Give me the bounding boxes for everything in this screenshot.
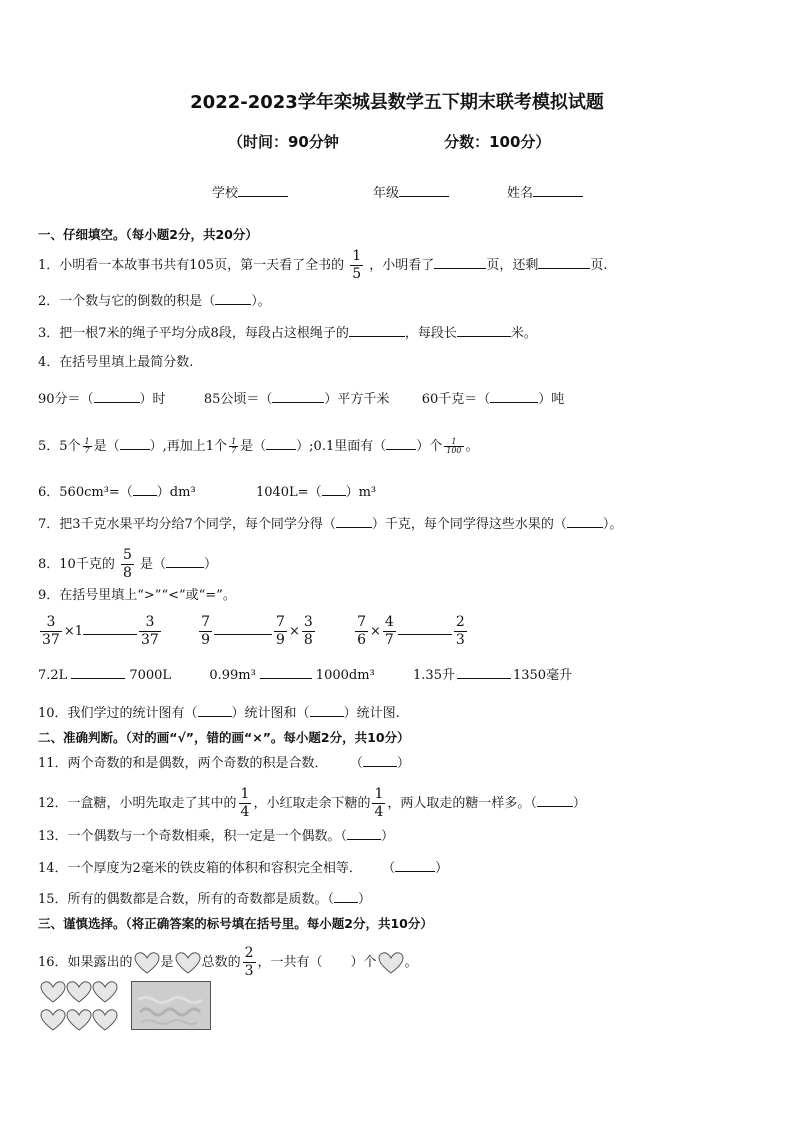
q14-blank[interactable] xyxy=(395,858,435,872)
q9-r2d: 1000dm³ xyxy=(315,668,375,683)
q9-r2b: 7000L xyxy=(129,668,172,683)
q8-text-b: 是（ xyxy=(140,557,167,572)
q6-text-d: ）m³ xyxy=(345,485,377,500)
q16-text-e: ）个 xyxy=(350,955,377,970)
q16-den: 3 xyxy=(244,963,254,979)
question-1 xyxy=(38,248,607,283)
q10-text-a: 10．我们学过的统计图有（ xyxy=(38,706,198,721)
q6-blank-1[interactable] xyxy=(133,482,157,496)
q8-fraction xyxy=(121,547,134,582)
q9-e3-d2: 7 xyxy=(384,632,394,648)
q12-text-a: 12．一盒糖，小明先取走了其中的 xyxy=(38,796,237,811)
q6-text-c: 1040L=（ xyxy=(255,485,322,500)
q9-e1-n1: 3 xyxy=(46,614,56,630)
question-8 xyxy=(38,547,217,582)
q4-item1-b: ）时 xyxy=(139,392,166,407)
heart-icon xyxy=(91,980,119,1004)
q7-text-a: 7．把3千克水果平均分给7个同学，每个同学分得（ xyxy=(38,517,336,532)
q13-text-a: 13．一个偶数与一个奇数相乘，积一定是一个偶数。（ xyxy=(38,829,348,844)
question-10 xyxy=(38,703,400,723)
q2-text-a: 2．一个数与它的倒数的积是（ xyxy=(38,294,216,309)
q13-blank[interactable] xyxy=(347,826,381,840)
school-field[interactable] xyxy=(212,182,288,201)
q10-text-c: ）统计图. xyxy=(343,706,400,721)
q12-text-c: ，两人取走的糖一样多。（ xyxy=(387,796,537,811)
q16-fraction xyxy=(243,945,256,980)
q10-text-b: ）统计图和（ xyxy=(231,706,310,721)
q13-text-b: ） xyxy=(381,829,395,844)
q5-blank-1[interactable] xyxy=(120,436,150,450)
heart-icon xyxy=(91,1008,119,1032)
grade-field[interactable] xyxy=(373,182,449,201)
q11-text-b: （ xyxy=(349,756,363,771)
q9-e1-d1: 37 xyxy=(42,632,60,648)
q4-blank-2[interactable] xyxy=(272,389,324,403)
q9-e1-mid: ×1 xyxy=(63,624,83,639)
q3-text-a: 3．把一根7米的绳子平均分成8段，每段占这根绳子的 xyxy=(38,326,349,341)
question-4: 4．在括号里填上最简分数. xyxy=(38,355,194,370)
question-9: 9．在括号里填上“>”“<”或“=”。 xyxy=(38,588,236,603)
q15-text-b: ） xyxy=(358,892,372,907)
time-limit: （时间：90分钟 xyxy=(228,133,339,151)
q9-e3-frac2 xyxy=(383,614,396,649)
q14-text-a: 14．一个厚度为2毫米的铁皮箱的体积和容积完全相等． xyxy=(38,861,362,876)
heart-icon xyxy=(174,951,202,975)
page-title: 2022-2023学年栾城县数学五下期末联考模拟试题 xyxy=(190,92,604,113)
q1-text-a: 1．小明看一本故事书共有105页，第一天看了全书的 xyxy=(38,258,345,273)
q3-blank-2[interactable] xyxy=(457,323,511,337)
q5-text-c: ）,再加上1个 xyxy=(149,439,228,454)
q1-text-b: ，小明看了 xyxy=(369,258,435,273)
q1-fraction xyxy=(350,248,363,283)
q2-blank[interactable] xyxy=(215,291,251,305)
question-7 xyxy=(38,514,622,534)
question-12 xyxy=(38,786,586,821)
q7-text-c: ）。 xyxy=(602,517,623,532)
q12-text-b: ，小红取走余下糖的 xyxy=(253,796,371,811)
q9-r2c: 0.99m³ xyxy=(209,668,256,683)
q3-text-c: 米。 xyxy=(510,326,537,341)
section-1-heading: 一、仔细填空。（每小题2分，共20分） xyxy=(38,227,258,242)
q9-r2e: 1.35升 xyxy=(413,668,455,683)
q4-blank-1[interactable] xyxy=(94,389,140,403)
q4-item1-a: 90分＝（ xyxy=(38,392,94,407)
q1-blank-1[interactable] xyxy=(434,255,486,269)
question-14 xyxy=(38,858,448,878)
q12-num-2: 1 xyxy=(374,786,384,802)
heart-icon xyxy=(65,980,93,1004)
covered-texture xyxy=(132,982,210,1029)
q4-item3-a: 60千克＝（ xyxy=(421,392,491,407)
q5-text-b: 是（ xyxy=(93,439,120,454)
q7-blank-2[interactable] xyxy=(567,514,603,528)
q16-text-b: 是 xyxy=(160,955,174,970)
q8-num: 5 xyxy=(122,547,132,563)
q9-e3-n2: 4 xyxy=(384,614,394,630)
q6-text-b: ）dm³ xyxy=(156,485,196,500)
q7-blank-1[interactable] xyxy=(336,514,372,528)
q12-fraction-2 xyxy=(372,786,385,821)
total-score: 分数：100分） xyxy=(444,133,551,151)
q9-r2a: 7.2L xyxy=(38,668,68,683)
heart-icon xyxy=(133,951,161,975)
q9-e3-frac3 xyxy=(454,614,467,649)
question-9-units xyxy=(38,665,572,685)
q3-blank-1[interactable] xyxy=(349,323,405,337)
section-3-heading: 三、谨慎选择。（将正确答案的标号填在括号里。每小题2分，共10分） xyxy=(38,916,433,931)
heart-icon xyxy=(65,1008,93,1032)
q9-e3-n1: 7 xyxy=(357,614,366,630)
q1-den: 5 xyxy=(352,266,362,282)
q11-text-c: ） xyxy=(396,756,410,771)
q10-blank-2[interactable] xyxy=(310,703,344,717)
q5-blank-3[interactable] xyxy=(386,436,416,450)
q9-blank-5[interactable] xyxy=(260,665,312,679)
q15-text-a: 15．所有的偶数都是合数，所有的奇数都是质数。（ xyxy=(38,892,335,907)
heart-icon xyxy=(39,1008,67,1032)
q5-f3-den: 100 xyxy=(446,446,462,455)
q5-text-d: 是（ xyxy=(240,439,267,454)
question-15 xyxy=(38,889,371,909)
question-4-items xyxy=(38,389,564,409)
q5-text-f: ）个 xyxy=(416,439,443,454)
q9-e2-d2: 9 xyxy=(276,632,285,648)
name-label: 姓名 xyxy=(507,186,534,201)
q9-blank-4[interactable] xyxy=(71,665,125,679)
q14-text-b: （ xyxy=(382,861,396,876)
q8-text-c: ） xyxy=(204,557,218,572)
question-11 xyxy=(38,753,410,773)
q5-f1-den: 7 xyxy=(84,446,90,455)
q12-num-1: 1 xyxy=(240,786,250,802)
q11-text-a: 11．两个奇数的和是偶数，两个奇数的积是合数． xyxy=(38,756,328,771)
q3-text-b: ，每段长 xyxy=(404,326,457,341)
name-field[interactable] xyxy=(507,182,583,201)
q7-text-b: ）千克，每个同学得这些水果的（ xyxy=(371,517,567,532)
q12-den-2: 4 xyxy=(374,804,384,820)
q5-fraction-3 xyxy=(444,438,463,455)
q4-blank-3[interactable] xyxy=(490,389,538,403)
q1-text-c: 页，还剩 xyxy=(486,258,539,273)
q5-text-e: ）;0.1里面有（ xyxy=(296,439,387,454)
question-13 xyxy=(38,826,394,846)
q16-heart-figure xyxy=(40,980,126,1036)
q4-item2-a: 85公顷＝（ xyxy=(203,392,273,407)
q5-f1-num: 1 xyxy=(84,437,90,446)
q1-blank-2[interactable] xyxy=(538,255,590,269)
q9-e3-d1: 6 xyxy=(357,632,366,648)
q5-text-a: 5．5个 xyxy=(38,439,81,454)
q9-e2-d3: 8 xyxy=(303,632,313,648)
q12-text-d: ） xyxy=(572,796,586,811)
q5-f3-num: 1 xyxy=(451,437,457,446)
q5-fraction-2 xyxy=(229,438,238,455)
school-blank[interactable] xyxy=(238,183,288,197)
heart-icon xyxy=(377,951,405,975)
q10-blank-1[interactable] xyxy=(198,703,232,717)
q6-text-a: 6．560cm³=（ xyxy=(38,485,133,500)
q9-e2-n1: 7 xyxy=(201,614,211,630)
q9-e2-n3: 3 xyxy=(303,614,313,630)
q12-den-1: 4 xyxy=(240,804,250,820)
q9-blank-6[interactable] xyxy=(457,665,511,679)
name-blank[interactable] xyxy=(533,183,583,197)
q9-e3-n3: 2 xyxy=(455,614,465,630)
q9-blank-1[interactable] xyxy=(83,621,137,635)
school-label: 学校 xyxy=(212,186,239,201)
q4-item3-b: ）吨 xyxy=(538,392,565,407)
q15-blank[interactable] xyxy=(334,889,358,903)
q1-num: 1 xyxy=(352,248,362,264)
q4-item2-b: ）平方千米 xyxy=(324,392,390,407)
q16-num: 2 xyxy=(244,945,254,961)
q16-text-d: ，一共有（ xyxy=(257,955,323,970)
q9-e1-frac2 xyxy=(139,614,161,649)
q12-fraction-1 xyxy=(239,786,252,821)
q16-text-a: 16．如果露出的 xyxy=(38,955,133,970)
question-9-fractions xyxy=(38,614,469,649)
q9-e1-frac1 xyxy=(40,614,62,649)
question-2 xyxy=(38,291,271,311)
q5-f2-num: 1 xyxy=(231,437,237,446)
q9-e2-d1: 9 xyxy=(201,632,211,648)
q9-e3-d3: 3 xyxy=(455,632,465,648)
grade-blank[interactable] xyxy=(399,183,449,197)
q9-r2f: 1350毫升 xyxy=(512,668,573,683)
question-6 xyxy=(38,482,376,502)
q16-text-c: 总数的 xyxy=(201,955,241,970)
q9-e2-n2: 7 xyxy=(276,614,285,630)
q1-text-d: 页. xyxy=(590,258,608,273)
q9-e3-op: × xyxy=(369,624,381,639)
q8-text-a: 8．10千克的 xyxy=(38,557,115,572)
q2-text-b: ）。 xyxy=(251,294,271,309)
q14-text-c: ） xyxy=(435,861,449,876)
q5-f2-den: 7 xyxy=(231,446,237,455)
q9-e1-d2: 37 xyxy=(141,632,159,648)
heart-icon xyxy=(39,980,67,1004)
grade-label: 年级 xyxy=(373,186,400,201)
q9-e2-frac1 xyxy=(199,614,212,649)
question-5 xyxy=(38,436,479,456)
covered-area-image xyxy=(131,981,211,1030)
q12-blank[interactable] xyxy=(537,793,573,807)
q9-e2-frac2 xyxy=(274,614,287,649)
q6-blank-2[interactable] xyxy=(322,482,346,496)
q9-blank-3[interactable] xyxy=(398,621,452,635)
q5-text-g: 。 xyxy=(465,439,479,454)
q8-blank[interactable] xyxy=(166,554,204,568)
q9-e2-frac3 xyxy=(302,614,315,649)
q9-blank-2[interactable] xyxy=(214,621,272,635)
exam-subtitle xyxy=(228,131,550,152)
question-3 xyxy=(38,323,537,343)
q8-den: 8 xyxy=(122,565,132,581)
q16-text-f: 。 xyxy=(404,955,418,970)
section-2-heading: 二、准确判断。（对的画“√”，错的画“×”。每小题2分，共10分） xyxy=(38,730,410,745)
q9-e1-n2: 3 xyxy=(145,614,155,630)
q5-fraction-1 xyxy=(83,438,92,455)
q9-e2-op: × xyxy=(288,624,300,639)
q11-blank[interactable] xyxy=(363,753,397,767)
question-16 xyxy=(38,945,418,980)
q5-blank-2[interactable] xyxy=(266,436,296,450)
q9-e3-frac1 xyxy=(355,614,368,649)
